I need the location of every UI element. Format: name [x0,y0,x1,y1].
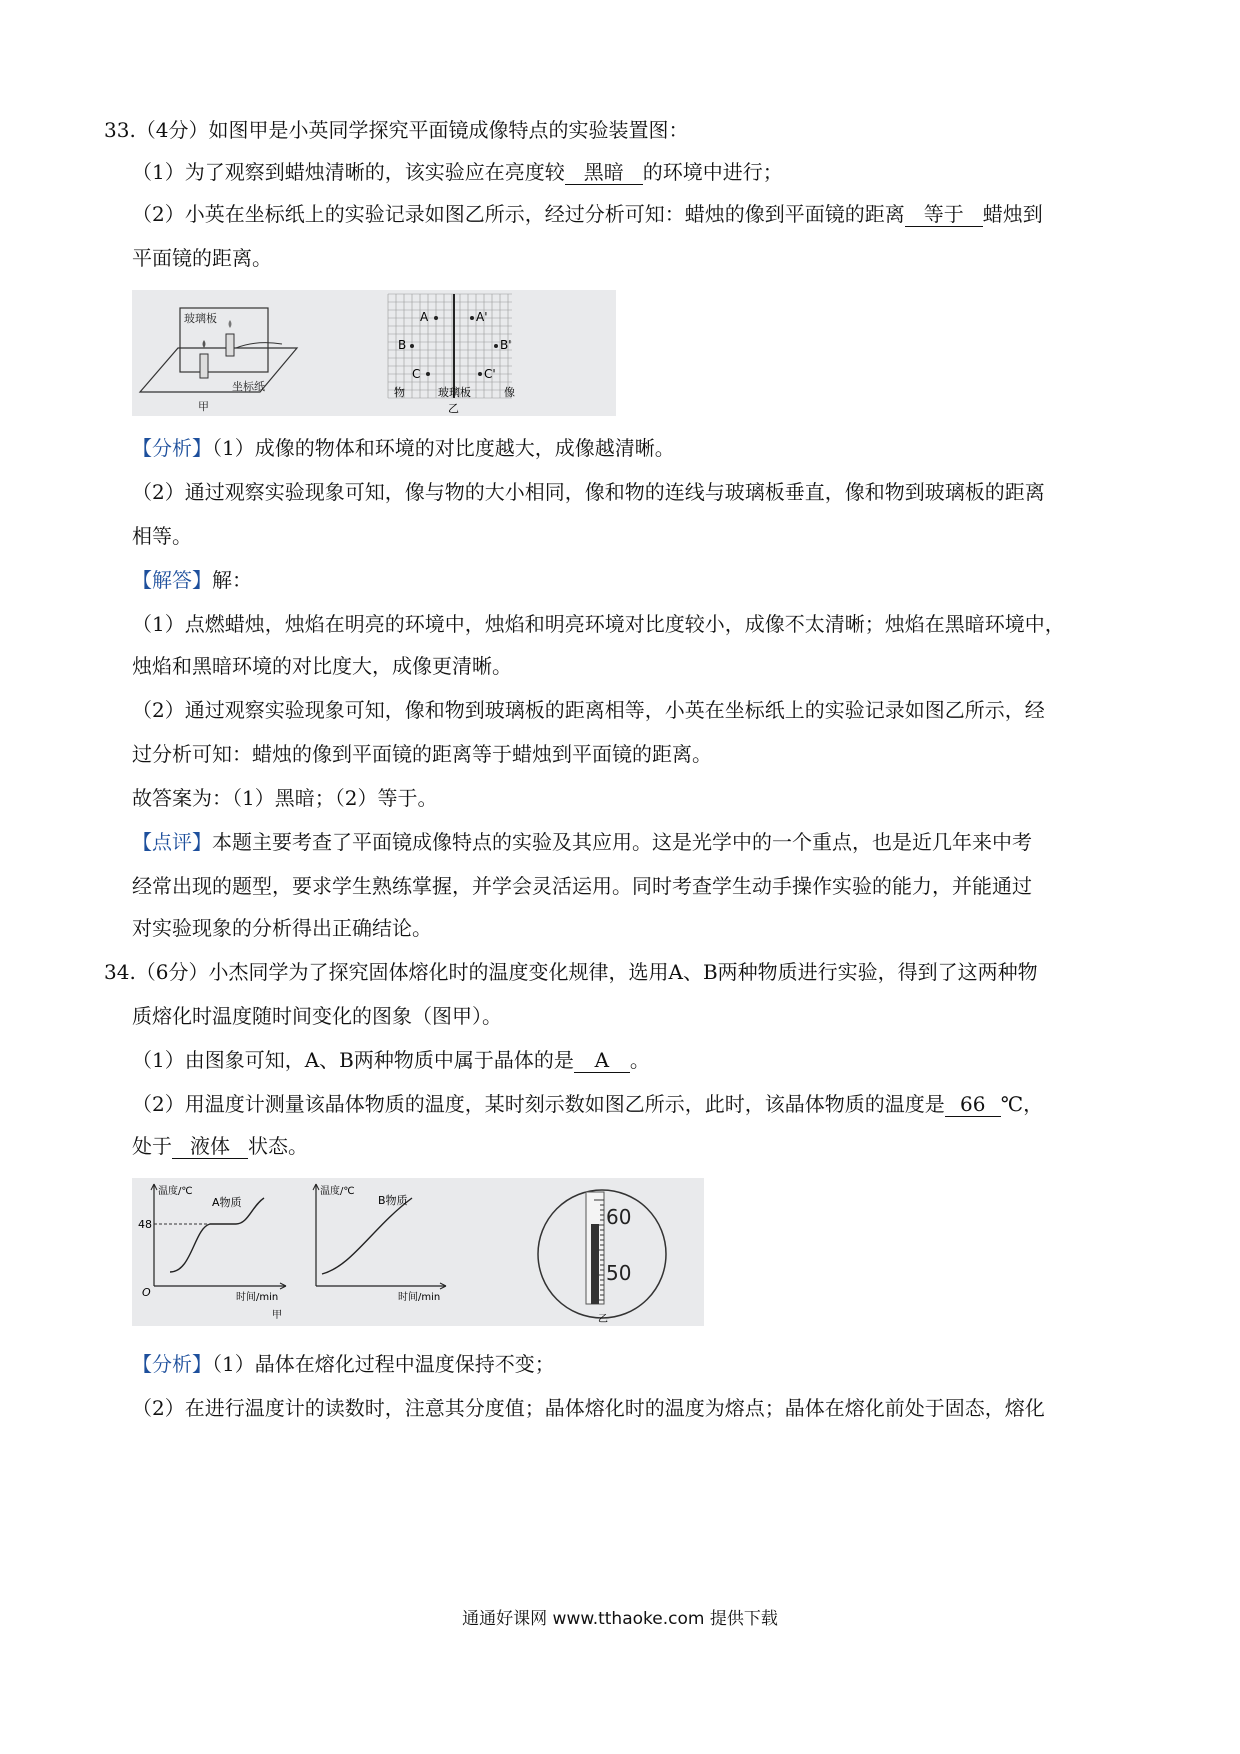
point-c-prime [478,372,482,376]
analysis-text-34: （1）晶体在熔化过程中温度保持不变； [212,1352,555,1376]
analysis-tag: 【分析】 [132,436,212,460]
q33-comment-a [132,828,1032,856]
q34-part1-answer: A [574,1048,630,1073]
q34-analysis-1 [132,1350,555,1378]
comment-text-a: 本题主要考查了平面镜成像特点的实验及其应用。这是光学中的一个重点，也是近几年来中考 [212,830,1032,854]
q33-analysis-2b: 相等。 [132,524,192,548]
graph-a-curve [170,1198,264,1272]
q34-part2-answer: 66 [945,1092,1001,1117]
candle-icon [200,354,208,378]
mirror-experiment-figure [132,290,616,416]
q33-part2-prefix: （2）小英在坐标纸上的实验记录如图乙所示，经过分析可知：蜡烛的像到平面镜的距离 [132,202,905,226]
q34-part3-answer: 液体 [172,1134,248,1159]
graph-a-origin: O [142,1286,151,1299]
q34-part3-suffix: 状态。 [248,1134,308,1158]
q33-figure [132,290,616,416]
coordinate-grid [388,294,512,398]
q33-part1-prefix: （1）为了观察到蜡烛清晰的，该实验应在亮度较 [132,160,565,184]
label-b: B [398,338,407,352]
q33-comment-c: 对实验现象的分析得出正确结论。 [132,916,432,940]
q33-solution-1a: （1）点燃蜡烛，烛焰在明亮的环境中，烛焰和明亮环境对比度较小，成像不太清晰；烛焰在黑暗环境中， [132,612,1065,636]
q33-part2-line2: 平面镜的距离。 [132,246,272,270]
point-b-prime [494,344,498,348]
analysis-text: （1）成像的物体和环境的对比度越大，成像越清晰。 [212,436,675,460]
q34-title-b: 质熔化时温度随时间变化的图象（图甲）。 [132,1004,502,1028]
thermometer-50: 50 [606,1261,632,1285]
point-a [434,316,438,320]
glass-plate-label: 玻璃板 [184,312,217,325]
fig-caption-yi-34: 乙 [598,1314,608,1325]
melting-graphs-figure [132,1178,704,1326]
q34-part2-suffix: ℃， [1000,1092,1044,1116]
analysis-tag-34: 【分析】 [132,1352,212,1376]
solution-tag: 【解答】 [132,568,212,592]
q34-part3 [132,1132,308,1160]
point-b [410,344,414,348]
grid-image-label: 像 [504,386,515,399]
thermometer-column [591,1224,599,1304]
q33-analysis-1 [132,434,675,462]
comment-tag: 【点评】 [132,830,212,854]
q33-part2-answer: 等于 [905,202,983,227]
graph-b-curve [322,1198,412,1274]
q34-part2 [132,1090,1043,1118]
label-a-prime: A' [476,310,488,324]
q34-analysis-2: （2）在进行温度计的读数时，注意其分度值；晶体熔化时的温度为熔点；晶体在熔化前处于固态，熔化 [132,1396,1045,1420]
q33-part2-suffix: 蜡烛到 [982,202,1043,226]
q34-part2-prefix: （2）用温度计测量该晶体物质的温度，某时刻示数如图乙所示，此时，该晶体物质的温度是 [132,1092,945,1116]
grid-glass-label: 玻璃板 [438,386,471,399]
q33-solution-2b: 过分析可知：蜡烛的像到平面镜的距离等于蜡烛到平面镜的距离。 [132,742,712,766]
image-flame-icon [229,320,232,328]
q34-title-a: 34.（6分）小杰同学为了探究固体熔化时的温度变化规律，选用A、B两种物质进行实验，得到了这两种物 [104,960,1038,984]
q33-answer: 故答案为：（1）黑暗；（2）等于。 [132,786,438,810]
fig-caption-yi: 乙 [448,402,459,415]
graph-b-series-label: B物质 [378,1194,408,1207]
label-c-prime: C' [484,367,496,381]
q34-part1-prefix: （1）由图象可知，A、B两种物质中属于晶体的是 [132,1048,574,1072]
q34-part1 [132,1046,650,1074]
q33-part2 [132,200,1043,228]
page-footer: 通通好课网 www.tthaoke.com 提供下载 [462,1609,778,1629]
label-b-prime: B' [500,338,512,352]
graph-b-x-label: 时间/min [398,1292,441,1303]
hand-icon [236,343,282,348]
q33-solution-2a: （2）通过观察实验现象可知，像和物到玻璃板的距离相等，小英在坐标纸上的实验记录如图乙所示，经 [132,698,1045,722]
q33-comment-b: 经常出现的题型，要求学生熟练掌握，并学会灵活运用。同时考查学生动手操作实验的能力，并能通过 [132,874,1032,898]
q33-part1-answer: 黑暗 [565,160,643,185]
q33-solution-head [132,566,252,594]
point-c [426,372,430,376]
graph-a-series-label: A物质 [212,1196,242,1209]
graph-a-tick-48: 48 [138,1218,152,1231]
thermometer-60: 60 [606,1205,632,1229]
label-c: C [412,367,421,381]
q33-part1-suffix: 的环境中进行； [642,160,783,184]
label-a: A [420,310,429,324]
solution-head-text: 解： [212,568,252,592]
q33-solution-1b: 烛焰和黑暗环境的对比度大，成像更清晰。 [132,654,512,678]
q33-analysis-2a: （2）通过观察实验现象可知，像与物的大小相同，像和物的连线与玻璃板垂直，像和物到玻璃板的距离 [132,480,1045,504]
graph-a-x-label: 时间/min [236,1292,279,1303]
q33-part1 [132,158,783,186]
point-a-prime [470,316,474,320]
graph-b-y-label: 温度/℃ [320,1186,355,1197]
q34-part1-suffix: 。 [629,1048,650,1072]
image-candle-icon [226,334,234,356]
coordinate-paper-label: 坐标纸 [232,380,265,393]
graph-a-y-label: 温度/℃ [158,1186,193,1197]
q33-title: 33.（4分）如图甲是小英同学探究平面镜成像特点的实验装置图： [104,118,689,142]
q34-part3-prefix: 处于 [132,1134,172,1158]
fig-caption-jia-34: 甲 [272,1310,282,1321]
q34-figure [132,1178,704,1326]
fig-caption-jia: 甲 [198,400,209,413]
grid-object-label: 物 [394,386,405,399]
coordinate-paper-shape [140,348,297,392]
flame-icon [203,340,206,348]
